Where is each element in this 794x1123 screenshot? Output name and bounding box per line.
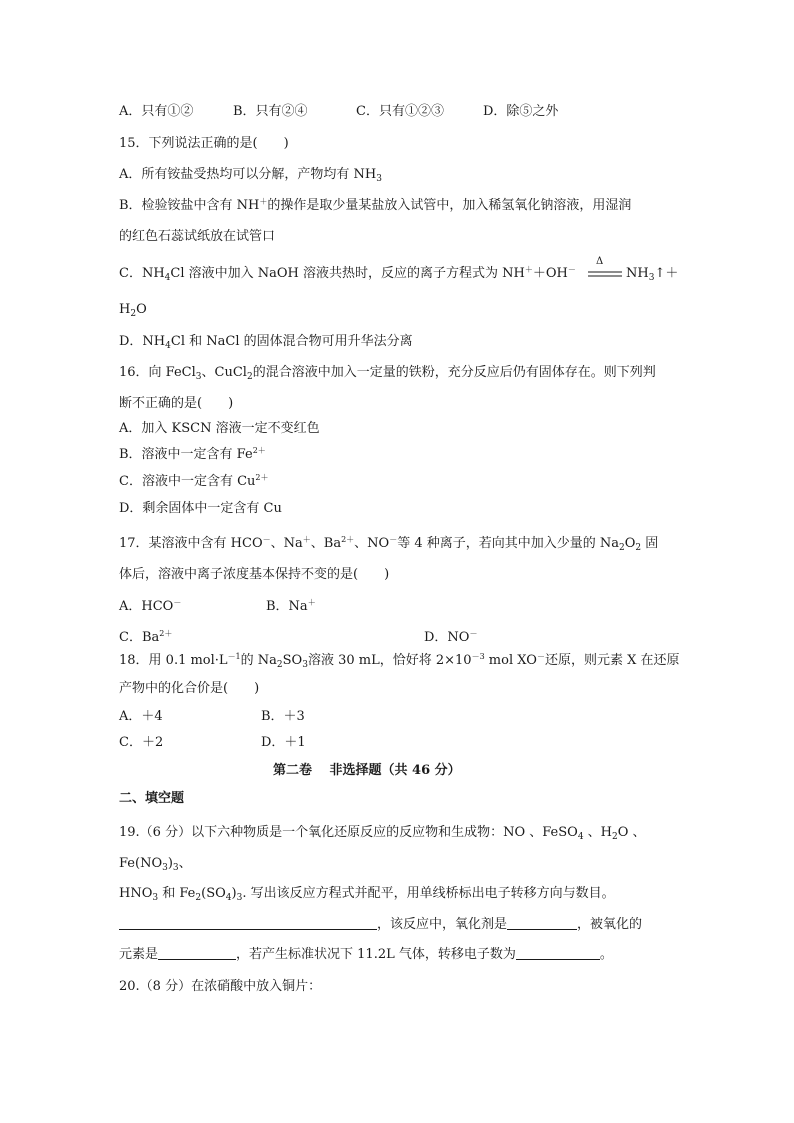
q18-stem-line2: 产物中的化合价是( )	[119, 681, 260, 696]
q14-option-a: A．只有①②	[119, 104, 194, 119]
q15-option-b-line2: 的红色石蕊试纸放在试管口	[119, 229, 276, 244]
q19-line3: $HNO_3$ 和 $Fe_2(SO_4)_3$. 写出该反应方程式并配平，用单线桥标出电子转移方向与数目。	[119, 886, 615, 903]
q14-option-c: C．只有①②③	[356, 104, 444, 119]
q14-option-b: B．只有②④	[233, 104, 308, 119]
equation-answer-blank[interactable]	[119, 916, 377, 930]
q19-line4: ，该反应中，氧化剂是 ，被氧化的	[119, 916, 642, 934]
q16-option-c: C．溶液中一定含有 $Cu^{2+}$	[119, 473, 269, 489]
oxidizing-agent-blank[interactable]	[507, 916, 577, 930]
oxidized-element-blank[interactable]	[158, 946, 236, 960]
q17-stem: 17．某溶液中含有 HCO－、Na＋、$Ba^{2+}$、NO－等 4 种离子，若向其中加入少量的 $Na_2O_2$ 固	[119, 535, 659, 553]
q15-option-a: A．所有铵盐受热均可以分解，产物均有 $NH_3$	[119, 167, 382, 184]
q17-option-c: C．$Ba^{2+}$	[119, 629, 173, 645]
q19-line1: 19.（6 分）以下六种物质是一个氧化还原反应的反应物和生成物：NO 、FeSO$_4$ 、$H_2O$ 、	[119, 825, 646, 842]
q18-option-a: A．＋4	[119, 709, 163, 724]
q15-stem: 15．下列说法正确的是( )	[119, 136, 289, 151]
q15-option-c: C．$NH_4Cl$ 溶液中加入 NaOH 溶液共热时，反应的离子方程式为 NH＋＋OH－	[119, 265, 576, 283]
q19-line5: 元素是 ，若产生标准状况下 11.2L 气体，转移电子数为 。	[119, 947, 613, 962]
q19-line2: $Fe(NO_3)_3$、	[119, 856, 192, 873]
part2-title: 第二卷 非选择题（共 46 分）	[273, 763, 461, 778]
q16-option-d: D．剩余固体中一定含有 Cu	[119, 501, 282, 516]
q15-option-d: D．$NH_4Cl$ 和 NaCl 的固体混合物可用升华法分离	[119, 334, 413, 351]
q18-option-d: D．＋1	[261, 735, 306, 750]
q17-option-d: D．NO－	[424, 629, 478, 645]
q15-option-b: B．检验铵盐中含有 NH＋的操作是取少量某盐放入试管中，加入稀氢氧化钠溶液，用湿润	[119, 197, 632, 213]
q15-option-c-line2: $H_2O$	[119, 302, 147, 319]
q15-option-c-product: $NH_3↑+$	[626, 266, 679, 283]
q17-option-b: B．Na＋	[266, 598, 316, 614]
q17-option-a: A．HCO－	[119, 598, 182, 614]
electron-count-blank[interactable]	[516, 946, 600, 960]
equilibrium-equals-sign	[588, 270, 622, 278]
q18-stem: 18．用 0.1 $mol\cdot L^{-1}$的 $Na_2SO_3$溶液 30 mL，恰好将 $2\times 10^{-3}$ mol XO－还原，则元素 X 在还原	[119, 652, 680, 670]
q16-option-b: B．溶液中一定含有 $Fe^{2+}$	[119, 446, 266, 462]
heat-delta-symbol: Δ	[596, 256, 604, 267]
section2-title: 二、填空题	[119, 791, 185, 806]
q18-option-c: C．＋2	[119, 735, 164, 750]
q18-option-b: B．＋3	[261, 709, 305, 724]
q14-option-d: D．除⑤之外	[483, 104, 559, 119]
q17-stem-line2: 体后，溶液中离子浓度基本保持不变的是( )	[119, 567, 390, 582]
q16-stem: 16．向 FeCl$_3$、CuCl$_2$的混合溶液中加入一定量的铁粉，充分反应后仍有固体存在。则下列判	[119, 365, 656, 382]
q20-stem: 20.（8 分）在浓硝酸中放入铜片：	[119, 979, 322, 994]
q16-stem-line2: 断不正确的是( )	[119, 396, 234, 411]
q16-option-a: A．加入 KSCN 溶液一定不变红色	[119, 421, 320, 436]
